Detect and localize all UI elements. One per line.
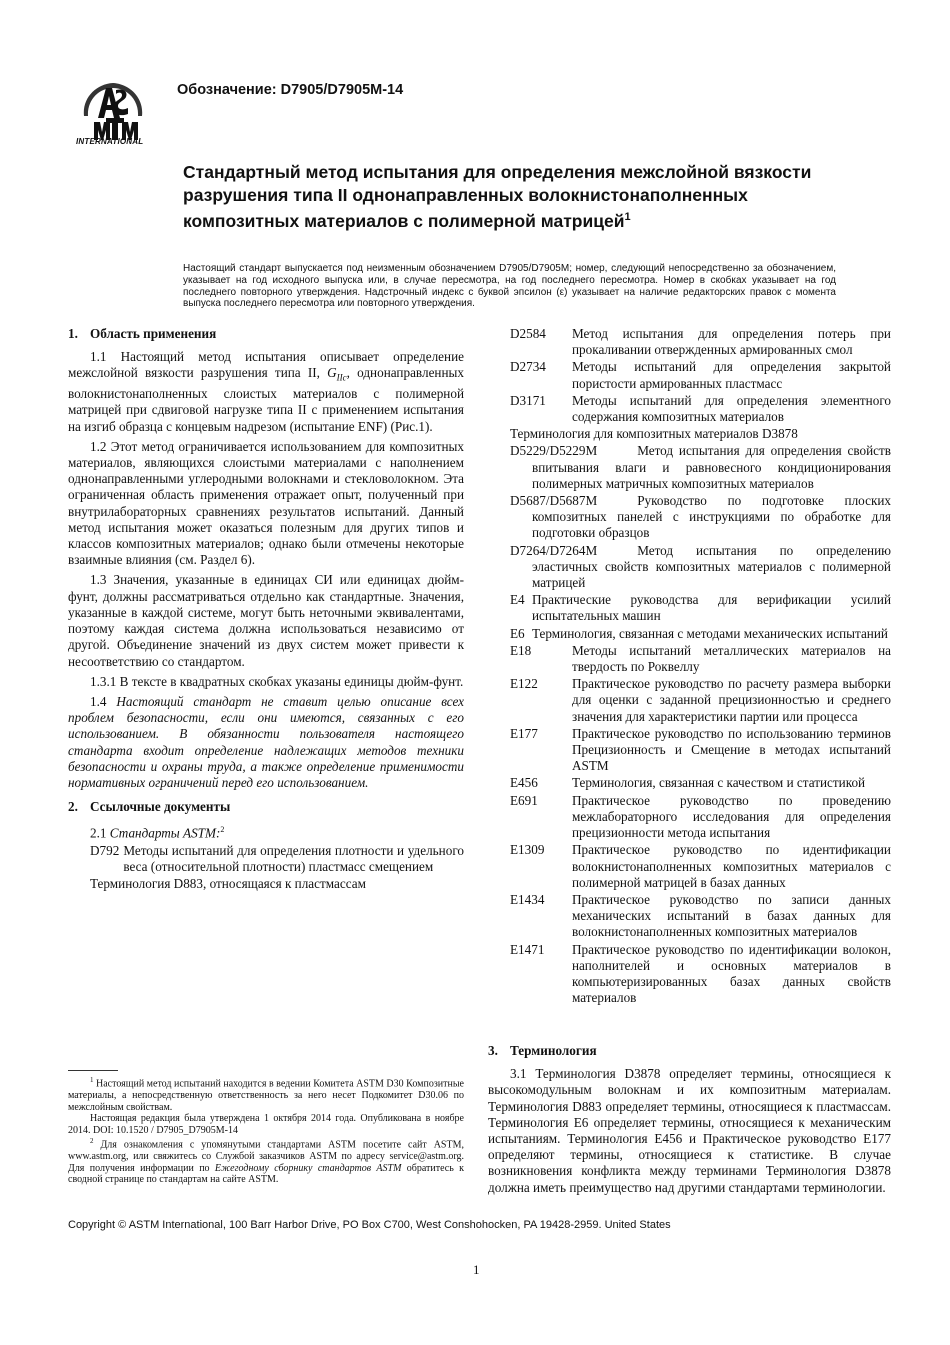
section-2-title: Ссылочные документы: [90, 799, 231, 815]
para-1-1: [68, 349, 464, 435]
footnote-2-italic: Ежегодному сборнику стандартов ASTM: [214, 1162, 402, 1174]
astm-logo: [70, 78, 156, 150]
footnote-1-text: Настоящий метод испытаний находится в ведении Комитета ASTM D30 Композитные материалы, а непосредственную ответственность за него несет Подкомитет D30.06 по межслойным свойствам.: [68, 1078, 464, 1113]
right-column: [510, 326, 891, 1007]
g-subscript: IIc: [336, 373, 347, 384]
para-1-1-text-a: 1.1 Настоящий метод испытания описывает определение межслойной вязкости разрушения типа II,: [68, 349, 464, 381]
ref-text: Терминология, связанная с качеством и статистикой: [572, 775, 866, 791]
logo-text: INTERNATIONAL: [76, 137, 144, 146]
title-footnote-mark: 1: [624, 211, 631, 223]
footnote-2: [68, 1136, 464, 1186]
section-3: [488, 1043, 891, 1200]
designation: Обозначение: D7905/D7905M-14: [177, 82, 404, 98]
ref-e122: [510, 676, 891, 725]
page-number: 1: [473, 1262, 480, 1277]
para-1-1-text-b: , однонаправленных волокнистонаполненных слоистых материалов с полимерной матрицей при сдвиговой нагрузке типа II с применением испытания на изгиб образца с концевым надрезом (испытание ENF) (Рис.1).: [68, 365, 464, 434]
ref-e177: [510, 726, 891, 775]
para-2-1: [68, 822, 464, 842]
section-3-title: Терминология: [510, 1043, 597, 1058]
footnote-divider: [68, 1070, 118, 1071]
ref-code: D2734: [510, 359, 546, 375]
ref-text: Руководство по подготовке плоских композитных панелей с инструкциями по обработке для подготовки образцов: [532, 493, 891, 541]
ref-d2584: [510, 326, 891, 358]
left-column: [68, 326, 464, 894]
ref-e1434: [510, 892, 891, 941]
ref-text: Метод испытания для определения потерь при прокаливании отвержденных армированных смол: [572, 326, 891, 358]
ref-e456: [510, 775, 891, 791]
ref-text: Методы испытаний металлических материалов на твердость по Роквеллу: [572, 642, 891, 675]
ref-text: Практическое руководство по проведению межлабораторного исследования для определения прецизионности метода испытания: [572, 792, 891, 841]
para-3-1: 3.1 Терминология D3878 определяет термины, относящиеся к высокомодульным волокнам и их композитным материалам. Терминология D883 определяет термины, относящиеся к пластмассам. Терминология E6 определяет термины, относящиеся к механическим испытаниям. Терминология E456 и Практическое руководство E177 определяют термины, относящиеся к статистике. В случае возникновения конфликта между терминами Терминология D3878 должна иметь преимущество над другими стандартами терминологии.: [488, 1066, 891, 1195]
document-title: [183, 161, 843, 232]
ref-code: E18: [510, 642, 532, 658]
ref-code: E177: [510, 725, 538, 741]
ref-d3171: [510, 393, 891, 425]
ref-d5687-d5687m: [510, 493, 891, 542]
ref-text: Практическое руководство по использованию терминов Прецизионность и Смещение в методах испытаний ASTM: [572, 725, 891, 774]
ref-d792: [68, 843, 464, 875]
para-2-1-number: 2.1: [90, 825, 110, 841]
title-text: Стандартный метод испытания для определения межслойной вязкости разрушения типа II однонаправленных волокнистонаполненных композитных материалов с полимерной матрицей: [183, 162, 812, 231]
ref-code: D792: [90, 842, 120, 858]
ref-d2734: [510, 359, 891, 391]
footnote-2-mark: 2: [90, 1137, 94, 1146]
ref-text: Практическое руководство по расчету размера выборки для оценки с заданной прецизионностью и среднего значения для характеристики партии или процесса: [572, 676, 891, 724]
copyright: Copyright © ASTM International, 100 Barr Harbor Drive, PO Box C700, West Conshohocken, PA 19428-2959. United States: [68, 1219, 671, 1231]
ref-e1471: [510, 942, 891, 1007]
section-2-heading: [68, 799, 464, 815]
footnote-1-mark: 1: [90, 1076, 94, 1084]
ref-text: Методы испытаний для определения закрытой пористости армированных пластмасс: [572, 359, 891, 391]
ref-d3878: Терминология для композитных материалов D3878: [510, 426, 798, 442]
ref-e18: [510, 643, 891, 675]
ref-d5229-d5229m: [510, 443, 891, 492]
section-1-heading: [68, 326, 464, 342]
ref-text: Практические руководства для верификации усилий испытательных машин: [532, 592, 891, 624]
ref-code: E691: [510, 792, 538, 808]
ref-code: D3171: [510, 392, 546, 408]
ref-code: D2584: [510, 326, 546, 341]
section-1-number: 1.: [68, 326, 78, 341]
ref-code: E1434: [510, 891, 545, 907]
ref-text: Метод испытания по определению эластичных свойств композитных материалов с полимерной матрицей: [532, 542, 891, 591]
para-1-3-1: 1.3.1 В тексте в квадратных скобках указаны единицы дюйм-фунт.: [90, 673, 464, 689]
ref-code: D5229/D5229M: [510, 443, 598, 459]
para-1-3: 1.3 Значения, указанные в единицах СИ или единицах дюйм-фунт, должны рассматриваться отдельно как стандартные. Значения, указанные в каждой системе, могут быть неточными эквивалентами, поэтому каждая система должна использоваться независимо от другой. Объединение значений из двух систем может привести к несоответствию со стандартом.: [68, 572, 464, 669]
ref-text: Методы испытаний для определения элементного содержания композитных материалов: [572, 392, 891, 425]
para-1-4: [68, 694, 464, 791]
ref-d7264-d7264m: [510, 543, 891, 592]
ref-code: E6: [510, 625, 525, 641]
ref-text: Методы испытаний для определения плотности и удельного веса (относительной плотности) пластмасс смещением: [123, 842, 464, 875]
section-1-title: Область применения: [90, 326, 217, 341]
ref-code: D7264/D7264M: [510, 542, 598, 558]
footnote-1: [68, 1075, 464, 1113]
ref-code: E1471: [510, 941, 545, 957]
standard-notice: Настоящий стандарт выпускается под неизменным обозначением D7905/D7905M; номер, следующий непосредственно за обозначением, указывает на год исходного выпуска или, в случае пересмотра, на год последнего пересмотра. Номер в скобках указывает на год последнего повторного утверждения. Надстрочный индекс с буквой эпсилон (ε) указывает на наличие редакторских правок с момента выпуска последнего пересмотра или повторного утверждения.: [183, 263, 836, 310]
ref-text: Практическое руководство по идентификации волокнистонаполненных композитных материалов с полимерной матрицей в базах данных: [572, 842, 891, 890]
ref-code: E456: [510, 775, 538, 791]
para-1-2: 1.2 Этот метод ограничивается использованием для композитных материалов, являющихся слоистыми материалами с наполнением однонаправленными углеродными волокнами и стекловолокном. Эта ограниченная область применения отражает опыт, полученный при внутрилабораторных сравнениях результатов испытаний. Данный метод испытания может оказаться полезным для других типов и классов композитных материалов; однако были отмечены некоторые взаимные влияния (см. Раздел 6).: [68, 438, 464, 568]
para-1-4-text: Настоящий стандарт не ставит целью описание всех проблем безопасности, если они имеются, связанных с его использованием. В обязанности пользователя настоящего стандарта входит определение надлежащих методов техники безопасности и охраны труда, а также определение применимости нормативных ограничений перед его использованием.: [68, 693, 465, 790]
ref-code: D5687/D5687M: [510, 493, 598, 509]
g-symbol: G: [327, 365, 337, 381]
footnotes: [68, 1075, 464, 1186]
section-3-heading: [488, 1043, 891, 1059]
para-2-1-text: Стандарты ASTM:: [109, 825, 221, 841]
para-2-1-footnote-mark: 2: [220, 825, 225, 835]
footnote-1-approval: Настоящая редакция была утверждена 1 октября 2014 года. Опубликована в ноябре 2014. DOI: 10.1520 / D7905_D7905M-14: [68, 1113, 464, 1136]
footnote-2-text-a: Для ознакомления с упомянутыми стандартами ASTM посетите сайт ASTM, www.astm.org, или свяжитесь со Службой заказчиков ASTM по адресу service@astm.org. Для получения информации по: [68, 1139, 464, 1174]
ref-e4: [510, 592, 891, 624]
ref-text: Терминология, связанная с методами механических испытаний: [532, 625, 888, 641]
ref-text: Метод испытания для определения свойств впитывания влаги и равновесного кондиционирования полимерных матричных композитных материалов: [532, 443, 891, 491]
ref-text: Практическое руководство по идентификации волокон, наполнителей и основных материалов в компьютеризированных базах данных свойств материалов: [572, 941, 891, 1006]
ref-text: Практическое руководство по записи данных механических испытаний в базах данных для волокнистонаполненных композитных материалов: [572, 891, 891, 940]
ref-d883: Терминология D883, относящаяся к пластмассам: [90, 876, 366, 892]
ref-code: E1309: [510, 842, 545, 858]
ref-e6: [510, 626, 891, 642]
section-3-number: 3.: [488, 1043, 498, 1058]
ref-code: E122: [510, 676, 538, 692]
ref-e1309: [510, 842, 891, 891]
ref-e691: [510, 793, 891, 842]
footnote-2-text-b: обратитесь к сводной странице по стандартам на сайте ASTM.: [68, 1162, 464, 1186]
para-1-4-number: 1.4: [90, 693, 117, 709]
section-2-number: 2.: [68, 799, 78, 815]
ref-code: E4: [510, 592, 525, 608]
